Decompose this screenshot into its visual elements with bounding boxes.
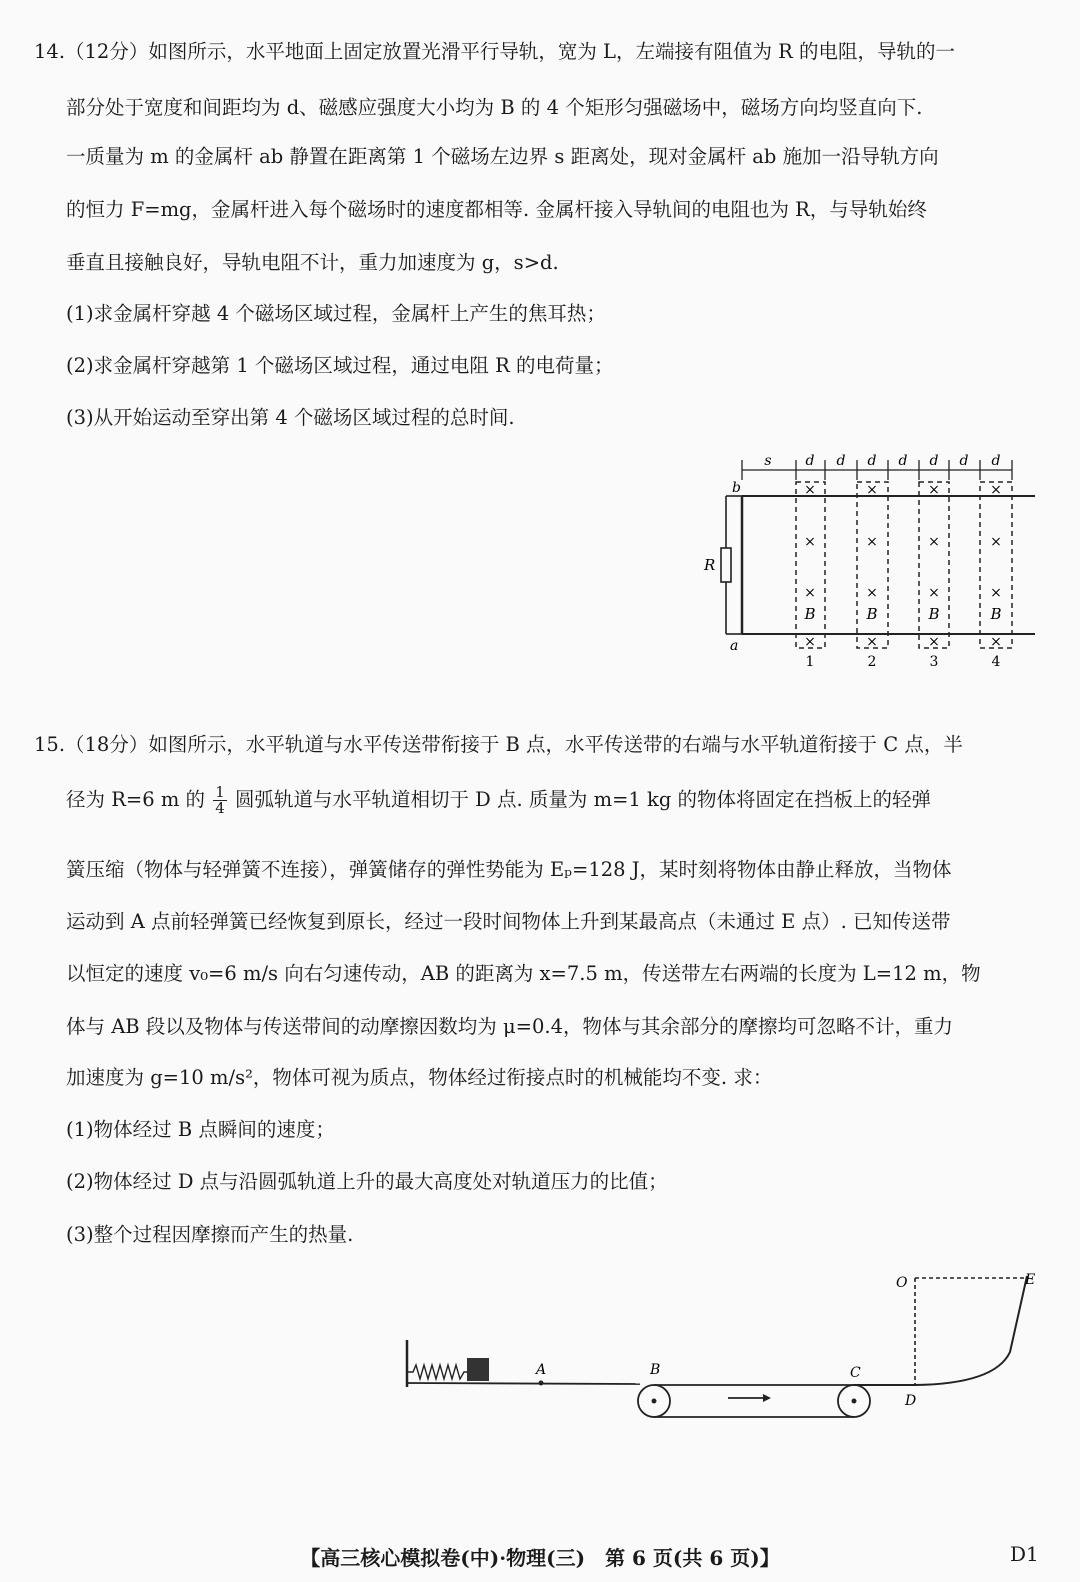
label-b: b <box>732 480 741 496</box>
field-number-2: 2 <box>867 654 877 670</box>
q15-line-6: 体与 AB 段以及物体与传送带间的动摩擦因数均为 μ=0.4，物体与其余部分的摩擦均可忽略不计，重力 <box>66 1015 954 1038</box>
point-A <box>539 1381 544 1386</box>
svg-text:×: × <box>804 634 816 650</box>
label-a: a <box>730 638 739 654</box>
dim-d-label-6: d <box>959 453 969 469</box>
q15-line-4: 运动到 A 点前轻弹簧已经恢复到原长，经过一段时间物体上升到某最高点（未通过 E 点）. 已知传送带 <box>66 910 951 933</box>
spring <box>407 1365 467 1379</box>
q15-line-7: 加速度为 g=10 m/s²，物体可视为质点，物体经过衔接点时的机械能均不变. 求： <box>66 1066 773 1089</box>
field-region-1 <box>796 482 825 648</box>
resistor-label: R <box>704 556 716 574</box>
q14-line-4: 的恒力 F=mg，金属杆进入每个磁场时的速度都相等. 金属杆接入导轨间的电阻也为 R，与导轨始终 <box>66 198 927 221</box>
q14-rail-field-figure <box>690 445 1050 675</box>
q15-line-3: 簧压缩（物体与轻弹簧不连接），弹簧储存的弹性势能为 Eₚ=128 J，某时刻将物体由静止释放，当物体 <box>66 858 952 881</box>
dim-d-label-4: d <box>898 453 908 469</box>
field-B-label-1: B <box>804 605 816 623</box>
resistor <box>721 548 731 582</box>
svg-text:×: × <box>928 482 940 498</box>
q15-line-2 <box>66 784 931 816</box>
svg-text:×: × <box>804 534 816 550</box>
field-number-1: 1 <box>805 654 815 670</box>
svg-text:×: × <box>928 634 940 650</box>
svg-text:×: × <box>990 534 1002 550</box>
q15-line-1: 15.（18分）如图所示，水平轨道与水平传送带衔接于 B 点，水平传送带的右端与水平轨道衔接于 C 点，半 <box>34 733 963 756</box>
arc-track <box>854 1276 1027 1385</box>
svg-text:×: × <box>990 585 1002 601</box>
q15-subquestion-3: (3)整个过程因摩擦而产生的热量. <box>66 1223 354 1246</box>
svg-text:C: C <box>850 1365 861 1381</box>
page-footer: 【高三核心模拟卷(中)·物理(三) 第 6 页(共 6 页)】 <box>300 1546 780 1570</box>
q14-line-5: 垂直且接触良好，导轨电阻不计，重力加速度为 g，s>d. <box>66 251 559 274</box>
svg-text:×: × <box>866 534 878 550</box>
svg-text:×: × <box>804 585 816 601</box>
svg-text:×: × <box>804 482 816 498</box>
field-region-4 <box>980 482 1012 648</box>
track-AB <box>407 1383 640 1384</box>
page-code: D1 <box>1010 1542 1039 1566</box>
q15-subquestion-1: (1)物体经过 B 点瞬间的速度； <box>66 1118 335 1141</box>
dim-d-label-1: d <box>805 453 815 469</box>
q14-line-1: 14.（12分）如图所示，水平地面上固定放置光滑平行导轨，宽为 L，左端接有阻值为 R 的电阻，导轨的一 <box>34 40 956 63</box>
svg-text:D: D <box>905 1393 917 1409</box>
q14-subquestion-2: (2)求金属杆穿越第 1 个磁场区域过程，通过电阻 R 的电荷量； <box>66 354 614 377</box>
q15-line-2-pre: 径为 R=6 m 的 <box>66 788 206 811</box>
q15-line-5: 以恒定的速度 v₀=6 m/s 向右匀速传动，AB 的距离为 x=7.5 m，传送带左右两端的长度为 L=12 m，物 <box>66 962 981 985</box>
field-B-label-3: B <box>928 605 940 623</box>
q15-track-figure <box>395 1262 1055 1432</box>
block <box>467 1358 489 1381</box>
svg-text:E: E <box>1025 1272 1036 1288</box>
q14-line-3: 一质量为 m 的金属杆 ab 静置在距离第 1 个磁场左边界 s 距离处，现对金属杆 ab 施加一沿导轨方向 <box>66 145 939 168</box>
svg-text:A: A <box>536 1362 547 1378</box>
svg-text:B: B <box>650 1362 661 1378</box>
q15-line-2-post: 圆弧轨道与水平轨道相切于 D 点. 质量为 m=1 kg 的物体将固定在挡板上的轻弹 <box>234 788 932 811</box>
field-number-3: 3 <box>929 654 939 670</box>
svg-text:×: × <box>866 585 878 601</box>
field-B-label-2: B <box>866 605 878 623</box>
svg-text:×: × <box>928 534 940 550</box>
fraction-denominator: 4 <box>215 799 225 817</box>
field-region-2 <box>857 482 888 648</box>
q14-subquestion-3: (3)从开始运动至穿出第 4 个磁场区域过程的总时间. <box>66 406 515 429</box>
q15-subquestion-2: (2)物体经过 D 点与沿圆弧轨道上升的最大高度处对轨道压力的比值； <box>66 1170 668 1193</box>
dim-d-label-7: d <box>991 453 1001 469</box>
field-region-3 <box>919 482 949 648</box>
svg-text:×: × <box>928 585 940 601</box>
fraction <box>213 785 227 816</box>
dim-d-label-5: d <box>929 453 939 469</box>
svg-text:O: O <box>896 1275 908 1291</box>
svg-text:×: × <box>990 634 1002 650</box>
svg-text:×: × <box>866 634 878 650</box>
dim-d-label-2: d <box>836 453 846 469</box>
svg-text:×: × <box>990 482 1002 498</box>
field-number-4: 4 <box>991 654 1001 670</box>
dim-d-label-3: d <box>867 453 877 469</box>
fraction-numerator: 1 <box>215 783 225 801</box>
q14-subquestion-1: (1)求金属杆穿越 4 个磁场区域过程，金属杆上产生的焦耳热； <box>66 302 606 325</box>
dim-s-label: s <box>764 453 772 469</box>
q14-line-2: 部分处于宽度和间距均为 d、磁感应强度大小均为 B 的 4 个矩形匀强磁场中，磁场方向均竖直向下. <box>66 96 923 119</box>
field-B-label-4: B <box>990 605 1002 623</box>
svg-text:×: × <box>866 482 878 498</box>
